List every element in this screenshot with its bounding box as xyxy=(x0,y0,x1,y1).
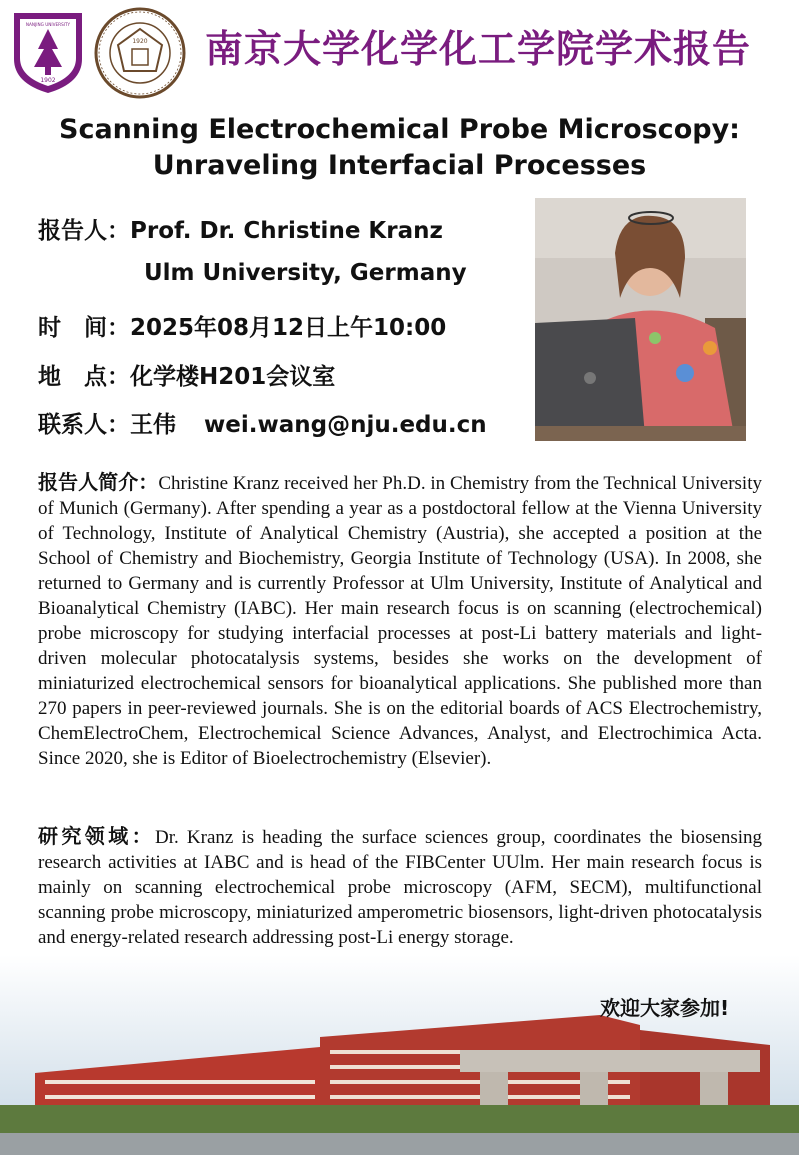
place-label: 地 点： xyxy=(38,364,130,390)
contact-label: 联系人： xyxy=(38,412,130,438)
talk-title-line1: Scanning Electrochemical Probe Microscopy: xyxy=(59,114,740,145)
campus-building-banner xyxy=(0,955,799,1155)
bio-heading: 报告人简介： xyxy=(38,470,159,494)
talk-title-line2: Unraveling Interfacial Processes xyxy=(152,150,647,181)
research-paragraph xyxy=(38,824,762,950)
speaker-label: 报告人： xyxy=(38,218,130,244)
talk-title xyxy=(0,112,799,184)
place-row xyxy=(38,358,335,391)
research-text: Dr. Kranz is heading the surface sciences group, coordinates the biosensing research activities at IABC and is head of the FIBCenter UUlm. Her main research focus is mainly on scanning electrochemical probe microscopy (AFM, SECM), multifunctional scanning probe microscopy, miniaturized amperometric biosensors, light-driven photocatalysis and energy-related research addressing post-Li energy storage. xyxy=(38,827,762,948)
contact-row xyxy=(38,406,487,439)
contact-name: 王伟 xyxy=(130,412,176,438)
chem-seal-year: 1920 xyxy=(132,38,148,45)
speaker-photo xyxy=(535,198,746,441)
header-title: 南京大学化学化工学院学术报告 xyxy=(205,27,752,71)
speaker-affiliation: Ulm University, Germany xyxy=(144,260,467,286)
affiliation-row xyxy=(144,260,467,286)
time-value: 2025年08月12日上午10:00 xyxy=(130,315,447,341)
bio-paragraph xyxy=(38,470,762,771)
nju-logo-text: NANJING UNIVERSITY xyxy=(25,22,71,27)
place-value: 化学楼H201会议室 xyxy=(130,364,336,390)
speaker-row xyxy=(38,212,443,245)
contact-email[interactable]: wei.wang@nju.edu.cn xyxy=(204,412,487,438)
research-heading: 研究领域： xyxy=(38,824,155,848)
time-row xyxy=(38,309,446,342)
nanjing-university-logo xyxy=(10,9,86,95)
nju-logo-year: 1902 xyxy=(40,77,56,84)
bio-text: Christine Kranz received her Ph.D. in Chemistry from the Technical University of Munich (Germany). After spending a year as a postdoctoral fellow at the Vienna University of Technology, Institute of Analytical Chemistry (Austria), she accepted a position at the School of Chemistry and Biochemistry, Georgia Institute of Technology (USA). In 2008, she returned to Germany and is currently Professor at Ulm University, Institute of Analytical and Bioanalytical Chemistry (IABC). Her main research focus is on scanning (electrochemical) probe microscopy for studying interfacial processes at post-Li battery materials and light-driven molecular photocatalysis systems, besides she works on the development of miniaturized electrochemical sensors for bioanalytical applications. She published more than 270 papers in peer-reviewed journals. She is on the editorial boards of ACS Electrochemistry, ChemElectroChem, Electrochemical Science Advances, Analyst, and Electrochimica Acta. Since 2020, she is Editor of Bioelectrochemistry (Elsevier). xyxy=(38,473,762,769)
speaker-name: Prof. Dr. Christine Kranz xyxy=(130,218,443,244)
time-label: 时 间： xyxy=(38,315,130,341)
welcome-text: 欢迎大家参加! xyxy=(600,996,730,1020)
chemistry-school-seal xyxy=(94,7,186,99)
